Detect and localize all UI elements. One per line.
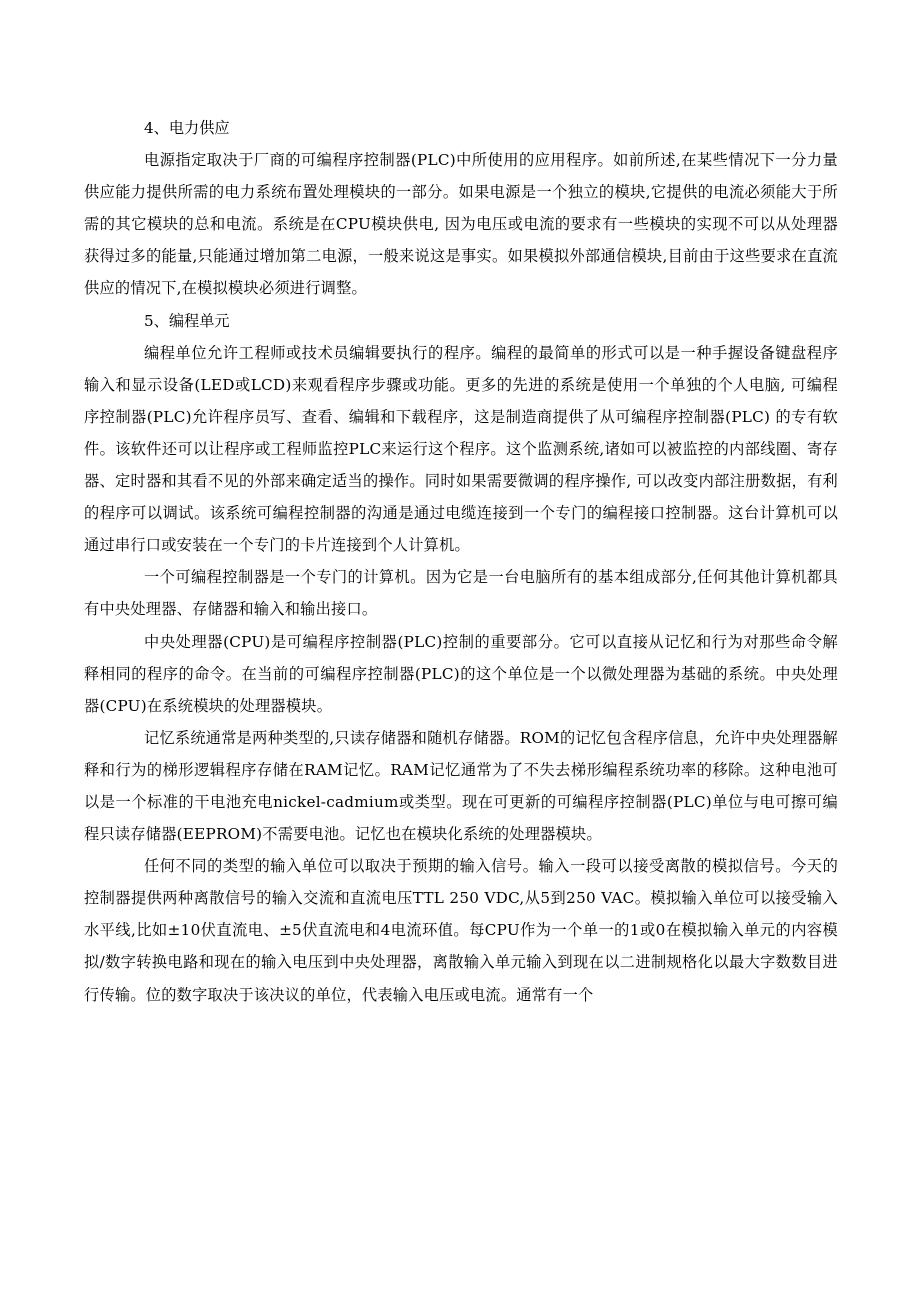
section-heading-power-supply: 4、电力供应 [144, 119, 230, 137]
paragraph-memory: 记忆系统通常是两种类型的,只读存储器和随机存储器。ROM的记忆包含程序信息，允许中央处理器解释和行为的梯形逻辑程序存储在RAM记忆。RAM记忆通常为了不失去梯形编程系统功率的移除。这种电池可以是一个标准的干电池充电nickel-cadmium或类型。现在可更新的可编程序控制器(PLC)单位与电可擦可编程只读存储器(EEPROM)不需要电池。记忆也在模块化系统的处理器模块。 [84, 728, 838, 844]
paragraph-input-units: 任何不同的类型的输入单位可以取决于预期的输入信号。输入一段可以接受离散的模拟信号。今天的控制器提供两种离散信号的输入交流和直流电压TTL 250 VDC,从5到250 VAC。模拟输入单位可以接受输入水平线,比如±10伏直流电、±5伏直流电和4电流环值。每CPU作为一个单一的1或0在模拟输入单元的内容模拟/数字转换电路和现在的输入电压到中央处理器，离散输入单元输入到现在以二进制规格化以最大字数数目进行传输。位的数字取决于该决议的单位，代表输入电压或电流。通常有一个 [84, 857, 838, 1004]
paragraph-plc-computer: 一个可编程控制器是一个专门的计算机。因为它是一台电脑所有的基本组成部分,任何其他计算机都具有中央处理器、存储器和输入和输出接口。 [84, 568, 838, 619]
paragraph-cpu: 中央处理器(CPU)是可编程序控制器(PLC)控制的重要部分。它可以直接从记忆和行为对那些命令解释相同的程序的命令。在当前的可编程序控制器(PLC)的这个单位是一个以微处理器为基础的系统。中央处理器(CPU)在系统模块的处理器模块。 [84, 632, 838, 715]
section-heading-programming-unit: 5、编程单元 [144, 311, 230, 330]
paragraph-programming-unit: 编程单位允许工程师或技术员编辑要执行的程序。编程的最简单的形式可以是一种手握设备键盘程序输入和显示设备(LED或LCD)来观看程序步骤或功能。更多的先进的系统是使用一个单独的个人电脑, 可编程序控制器(PLC)允许程序员写、查看、编辑和下载程序，这是制造商提供了从可编程序控制器(PLC) 的专有软件。该软件还可以让程序或工程师监控PLC来运行这个程序。这个监测系统,诸如可以被监控的内部线圈、寄存器、定时器和其看不见的外部来确定适当的操作。同时如果需要微调的程序操作, 可以改变内部注册数据，有利的程序可以调试。该系统可编程控制器的沟通是通过电缆连接到一个专门的编程接口控制器。这台计算机可以通过串行口或安装在一个专门的卡片连接到个人计算机。 [84, 343, 838, 555]
paragraph-power-supply: 电源指定取决于厂商的可编程序控制器(PLC)中所使用的应用程序。如前所述,在某些情况下一分力量供应能力提供所需的电力系统布置处理模块的一部分。如果电源是一个独立的模块,它提供的电流必须能大于所需的其它模块的总和电流。系统是在CPU模块供电, 因为电压或电流的要求有一些模块的实现不可以从处理器获得过多的能量,只能通过增加第二电源，一般来说这是事实。如果模拟外部通信模块,目前由于这些要求在直流供应的情况下,在模拟模块必须进行调整。 [84, 151, 838, 298]
